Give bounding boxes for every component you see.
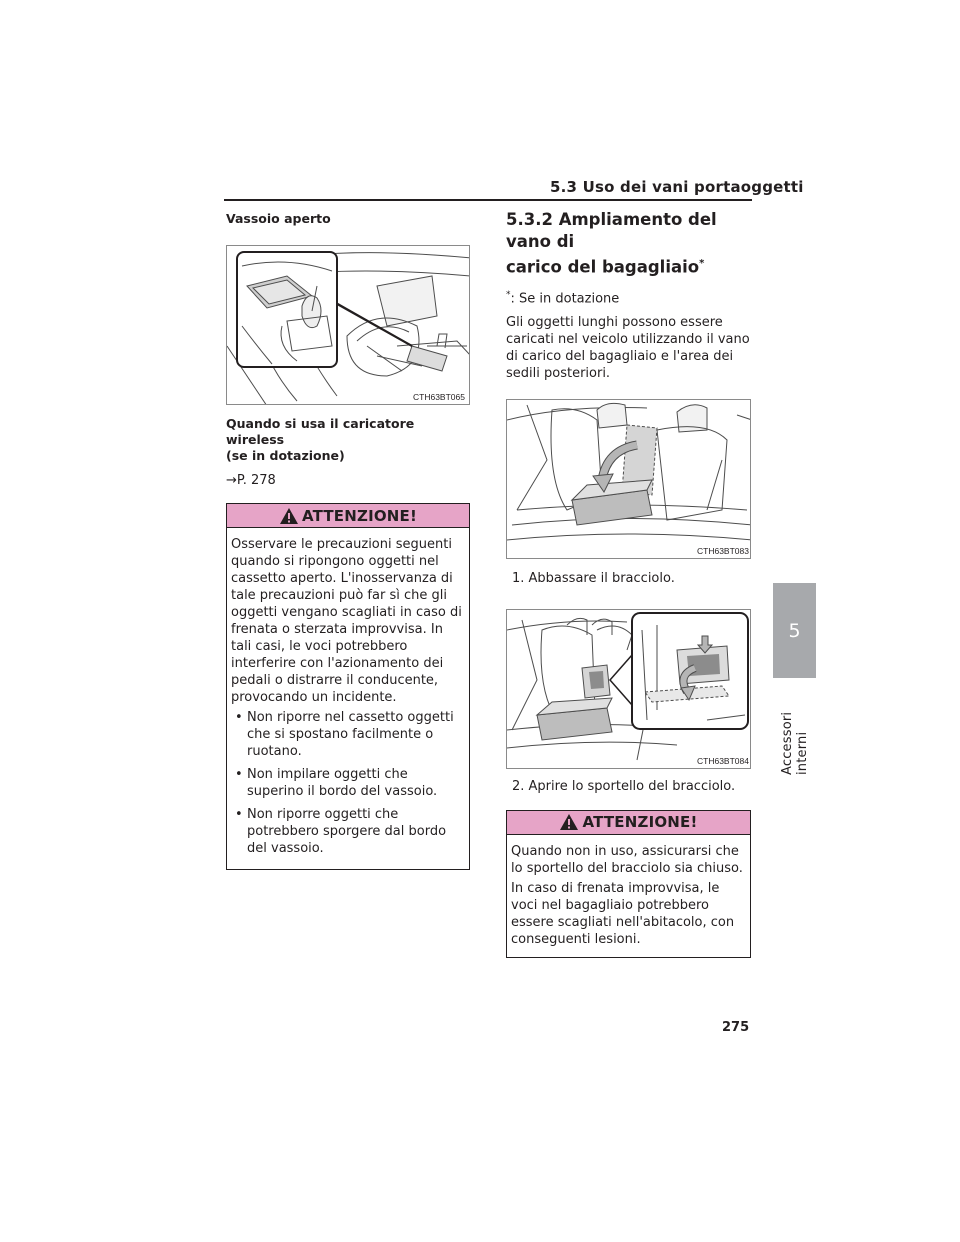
figure2-code: CTH63BT083 <box>697 545 749 556</box>
caution-header <box>227 504 469 528</box>
warning-triangle-icon <box>559 813 579 831</box>
section-title-marker: * <box>699 258 705 269</box>
page-reference-link[interactable]: →P. 278 <box>226 473 276 488</box>
caution-bullet: • Non riporre nel cassetto oggetti che si spostano facilmente o ruotano. <box>231 709 464 760</box>
heading-wireless-line1: Quando si usa il caricatore wireless <box>226 416 415 447</box>
header-rule <box>224 199 752 201</box>
chapter-label-container <box>773 690 816 775</box>
right-column <box>506 211 751 958</box>
caution-body <box>507 835 750 957</box>
caution-bullet: • Non impilare oggetti che superino il bordo del vassoio. <box>231 766 464 800</box>
figure3-code: CTH63BT084 <box>697 755 749 766</box>
figure1-code: CTH63BT065 <box>413 392 465 402</box>
caution-title: ATTENZIONE! <box>582 813 698 832</box>
caution-header <box>507 811 750 835</box>
step-1: 1. Abbassare il bracciolo. <box>512 570 675 586</box>
intro-paragraph: Gli oggetti lunghi possono essere caricati nel veicolo utilizzando il vano di carico del bagagliaio e l'area dei sedili posteriori. <box>506 314 750 381</box>
footnote-marker: * <box>506 289 511 300</box>
caution-bullet-list <box>231 709 464 857</box>
chapter-label: Accessori interni <box>779 711 810 775</box>
rear-seat-illustration <box>507 400 751 559</box>
running-header: 5.3 Uso dei vani portaoggetti <box>550 178 804 196</box>
caution-paragraph: In caso di frenata improvvisa, le voci nel bagagliaio potrebbero essere scagliati nell'abitacolo, con conseguenti lesioni. <box>511 880 735 947</box>
heading-open-tray: Vassoio aperto <box>226 211 331 226</box>
page-number: 275 <box>722 1020 750 1035</box>
section-title-line2: carico del bagagliaio <box>506 257 700 277</box>
left-column <box>226 211 470 870</box>
footnote-text: : Se in dotazione <box>510 290 620 306</box>
caution-body <box>227 528 469 869</box>
dashboard-illustration <box>227 246 470 405</box>
figure-armrest-door <box>506 609 751 769</box>
heading-wireless-line2: (se in dotazione) <box>226 448 345 463</box>
chapter-number: 5 <box>788 619 801 642</box>
section-title <box>506 209 751 279</box>
caution-title: ATTENZIONE! <box>301 506 418 525</box>
step-2: 2. Aprire lo sportello del bracciolo. <box>512 778 736 794</box>
figure-armrest-lower <box>506 399 751 559</box>
heading-wireless-charger <box>226 416 470 464</box>
caution-bullet: • Non riporre oggetti che potrebbero sporgere dal bordo del vassoio. <box>231 806 464 857</box>
chapter-tab[interactable] <box>773 583 816 678</box>
section-title-line1: 5.3.2 Ampliamento del vano di <box>506 210 717 251</box>
footnote <box>506 287 751 307</box>
warning-triangle-icon <box>279 507 299 525</box>
caution-paragraph: Quando non in uso, assicurarsi che lo sportello del bracciolo sia chiuso. <box>511 843 743 876</box>
figure-open-tray <box>226 245 470 405</box>
caution-box-right <box>506 810 751 958</box>
armrest-door-illustration <box>507 610 751 769</box>
caution-box-left <box>226 503 470 870</box>
caution-paragraph: Osservare le precauzioni seguenti quando si ripongono oggetti nel cassetto aperto. L'inosservanza di tale precauzioni può far sì che gli oggetti vengano scagliati in caso di frenata o sterzata improvvisa. In tali casi, le voci potrebbero interferire con l'azionamento dei pedali o distrarre il conducente, provocando un incidente. <box>231 537 462 705</box>
